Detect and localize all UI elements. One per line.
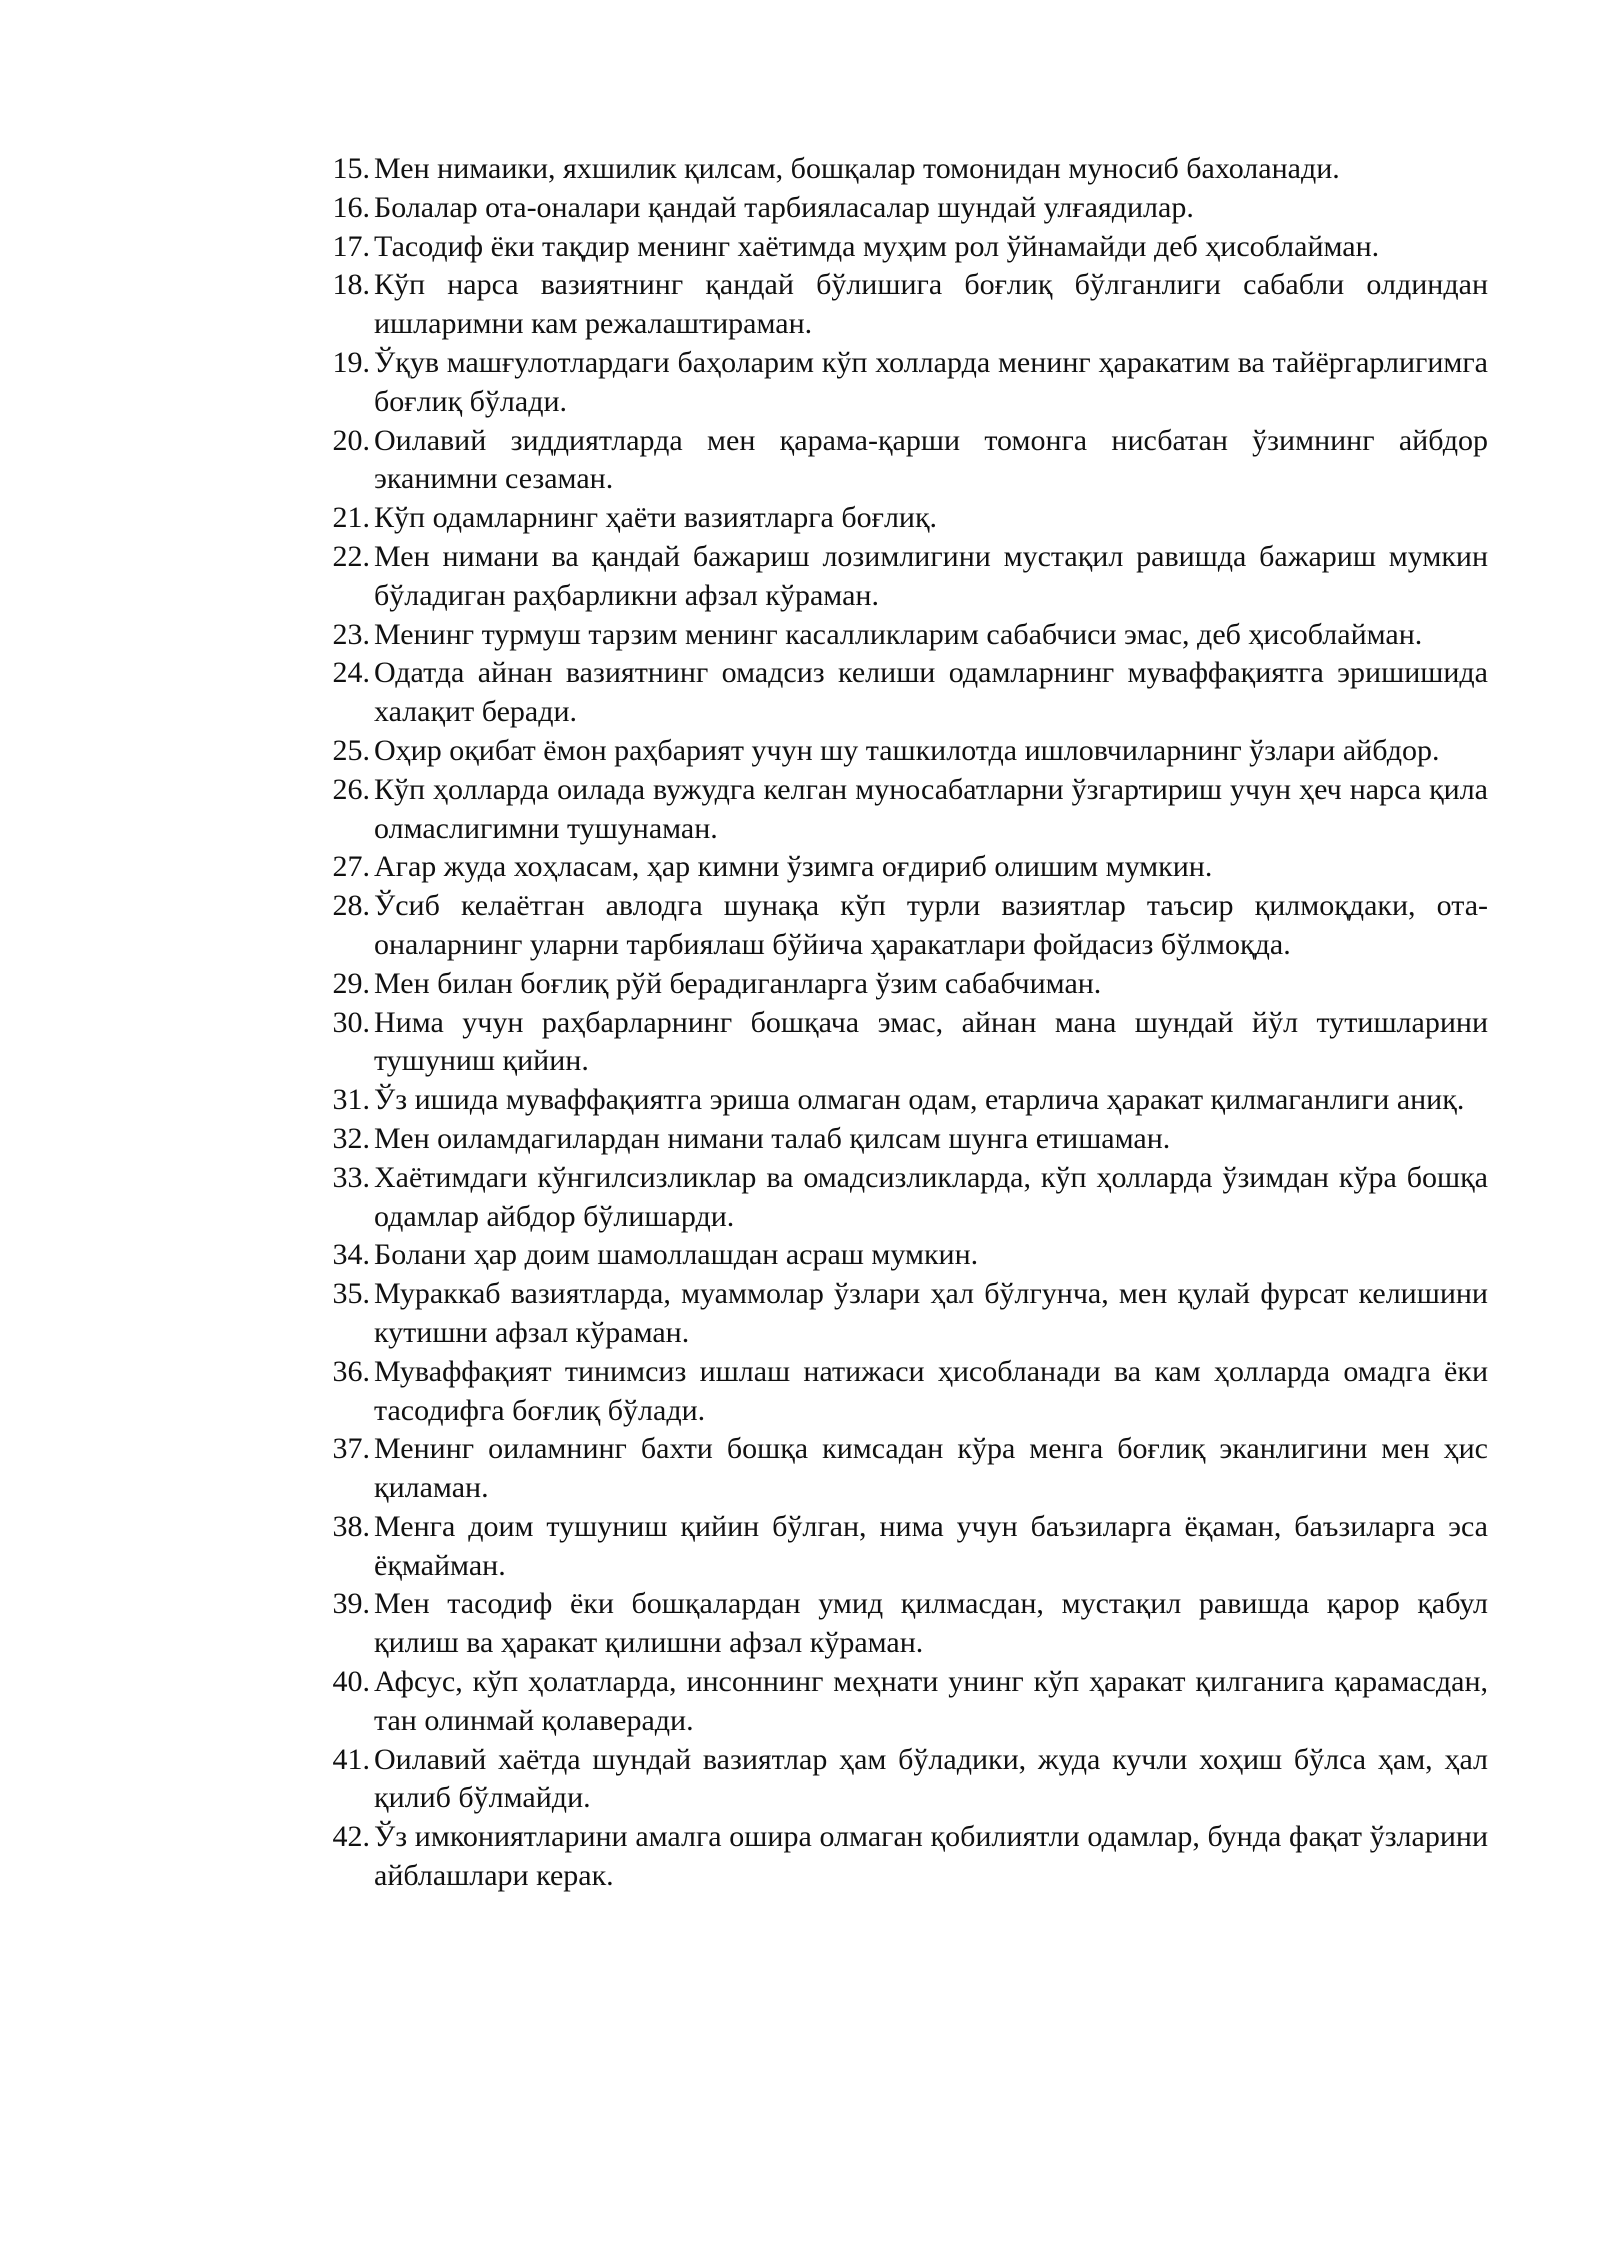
list-item [312,1275,1488,1353]
item-text: Оҳир оқибат ёмон раҳбарият учун шу ташкилотда ишловчиларнинг ўзлари айбдор. [374,733,1440,767]
item-text: Хаётимдаги кўнгилсизликлар ва омадсизликларда, кўп ҳолларда ўзимдан кўра бошқа одамлар айбдор бўлишарди. [374,1160,1488,1233]
list-item [312,344,1488,422]
item-text: Болалар ота-оналари қандай тарбияласалар шундай улғаядилар. [374,190,1194,224]
list-item [312,538,1488,616]
item-number: 27. [332,850,370,884]
list-item [312,1818,1488,1896]
item-number: 40. [332,1665,370,1699]
item-number: 38. [332,1509,370,1543]
list-item [312,1508,1488,1586]
item-text: Одатда айнан вазиятнинг омадсиз келиши одамларнинг муваффақиятга эришишида халақит беради. [374,656,1488,729]
item-number: 16. [332,190,370,224]
item-text: Афсус, кўп ҳолатларда, инсоннинг меҳнати унинг кўп ҳаракат қилганига қарамасдан, тан олинмай қолаверади. [374,1665,1488,1737]
item-text: Кўп нарса вазиятнинг қандай бўлишига боғлиқ бўлганлиги сабабли олдиндан ишларимни кам режалаштираман. [374,268,1488,341]
item-text: Оилавий зиддиятларда мен қарама-қарши томонга нисбатан ўзимнинг айбдор эканимни сезаман. [374,423,1488,496]
list-item [312,499,1488,538]
list-item [312,422,1488,500]
item-number: 37. [332,1432,370,1466]
item-number: 33. [332,1160,370,1194]
item-text: Мен тасодиф ёки бошқалардан умид қилмасдан, мустақил равишда қарор қабул қилиш ва ҳаракат қилишни афзал кўраман. [374,1587,1488,1660]
list-item [312,1159,1488,1237]
list-item [312,848,1488,887]
item-number: 39. [332,1587,370,1621]
item-number: 25. [332,733,370,767]
item-text: Ўқув машғулотлардаги баҳоларим кўп холларда менинг ҳаракатим ва тайёргарлигимга боғлиқ бўлади. [374,345,1488,418]
item-number: 31. [332,1083,370,1117]
list-item [312,228,1488,267]
item-number: 42. [332,1820,370,1854]
item-text: Кўп ҳолларда оилада вужудга келган муносабатларни ўзгартириш учун ҳеч нарса қила олмаслигимни тушунаман. [374,772,1488,845]
item-text: Менинг турмуш тарзим менинг касалликларим сабабчиси эмас, деб ҳисоблайман. [374,617,1423,651]
list-item [312,1663,1488,1741]
item-number: 30. [332,1005,370,1039]
item-number: 28. [332,889,370,923]
item-number: 17. [332,229,370,263]
item-text: Кўп одамларнинг ҳаёти вазиятларга боғлиқ. [374,501,938,535]
item-text: Тасодиф ёки тақдир менинг хаётимда муҳим рол ўйнамайди деб ҳисоблайман. [374,229,1380,263]
item-number: 29. [332,966,370,1000]
list-item [312,1353,1488,1431]
list-item [312,1585,1488,1663]
item-number: 20. [332,423,370,457]
item-text: Агар жуда хоҳласам, ҳар кимни ўзимга оғдириб олишим мумкин. [374,850,1213,884]
item-text: Муваффақият тинимсиз ишлаш натижаси ҳисобланади ва кам ҳолларда омадга ёки тасодифга боғлиқ бўлади. [374,1354,1488,1427]
item-number: 15. [332,152,370,185]
list-item [312,965,1488,1004]
item-number: 18. [332,268,370,302]
list-item [312,266,1488,344]
list-item [312,732,1488,771]
item-number: 21. [332,501,370,535]
list-item [312,189,1488,228]
item-number: 32. [332,1121,370,1155]
list-item [312,654,1488,732]
item-number: 23. [332,617,370,651]
list-item [312,1004,1488,1082]
item-number: 35. [332,1277,370,1311]
item-text: Болани ҳар доим шамоллашдан асраш мумкин. [374,1238,979,1272]
item-text: Мен нимаики, яхшилик қилсам, бошқалар томонидан муносиб бахоланади. [374,152,1340,185]
list-item [312,150,1488,189]
item-number: 34. [332,1238,370,1272]
item-number: 24. [332,656,370,690]
list-item [312,1236,1488,1275]
item-text: Оилавий хаётда шундай вазиятлар ҳам бўладики, жуда кучли хоҳиш бўлса ҳам, ҳал қилиб бўлмайди. [374,1742,1488,1815]
item-number: 22. [332,539,370,573]
item-text: Ўз имкониятларини амалга ошира олмаган қобилиятли одамлар, бунда фақат ўзларини айблашлари керак. [374,1820,1488,1893]
list-item [312,616,1488,655]
list-item [312,1081,1488,1120]
item-number: 36. [332,1354,370,1388]
item-text: Мен нимани ва қандай бажариш лозимлигини мустақил равишда бажариш мумкин бўладиган раҳбарликни афзал кўраман. [374,539,1488,612]
numbered-statement-list [312,150,1488,1896]
item-number: 41. [332,1742,370,1776]
item-text: Менинг оиламнинг бахти бошқа кимсадан кўра менга боғлиқ эканлигини мен ҳис қиламан. [374,1432,1488,1505]
list-item [312,1741,1488,1819]
item-text: Мен оиламдагилардан нимани талаб қилсам шунга етишаман. [374,1121,1171,1155]
item-number: 26. [332,772,370,806]
list-item [312,1430,1488,1508]
item-text: Мураккаб вазиятларда, муаммолар ўзлари ҳал бўлгунча, мен қулай фурсат келишини кутишни афзал кўраман. [374,1277,1488,1349]
item-number: 19. [332,345,370,379]
item-text: Менга доим тушуниш қийин бўлган, нима учун баъзиларга ёқаман, баъзиларга эса ёқмайман. [374,1509,1488,1582]
item-text: Ўз ишида муваффақиятга эриша олмаган одам, етарлича ҳаракат қилмаганлиги аниқ. [374,1083,1465,1117]
list-item [312,1120,1488,1159]
list-item [312,771,1488,849]
item-text: Ўсиб келаётган авлодга шунақа кўп турли вазиятлар таъсир қилмоқдаки, ота-оналарнинг уларни тарбиялаш бўйича ҳаракатлари фойдасиз бўлмоқда. [374,889,1488,961]
item-text: Мен билан боғлиқ рўй берадиганларга ўзим сабабчиман. [374,966,1102,1000]
item-text: Нима учун раҳбарларнинг бошқача эмас, айнан мана шундай йўл тутишларини тушуниш қийин. [374,1005,1488,1078]
list-item [312,887,1488,965]
